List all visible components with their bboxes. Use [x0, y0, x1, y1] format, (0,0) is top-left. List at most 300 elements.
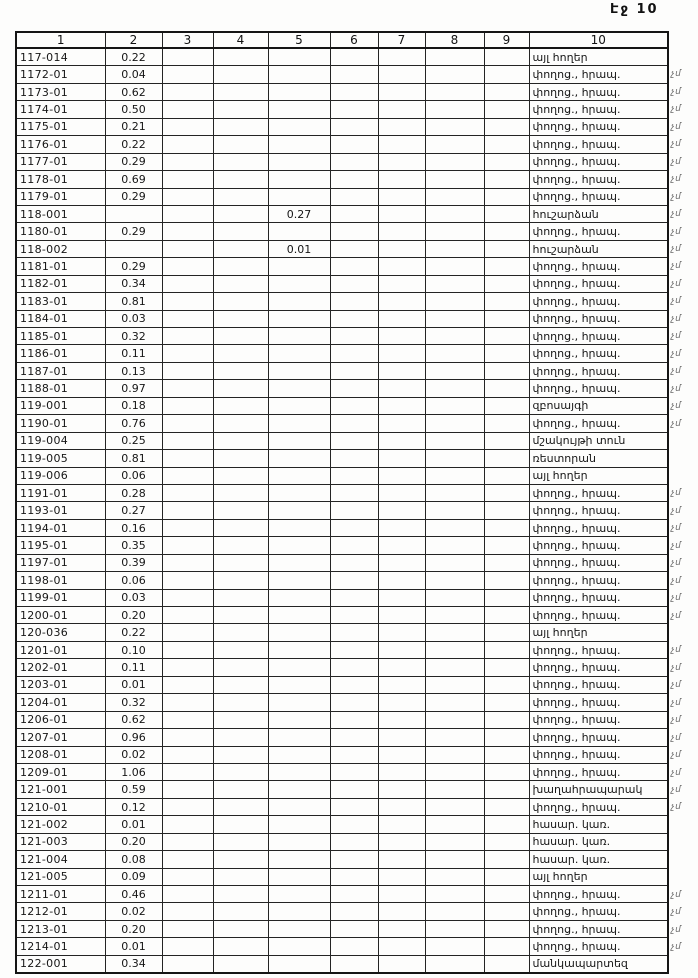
value-cell — [213, 362, 268, 379]
value-cell — [162, 362, 213, 379]
margin-note: չմ — [671, 348, 682, 359]
value-cell — [330, 711, 378, 728]
value-cell — [268, 572, 330, 589]
value-cell — [330, 746, 378, 763]
parcel-id-cell: 1180-01 — [16, 223, 105, 240]
value-cell — [425, 676, 484, 693]
value-cell — [268, 362, 330, 379]
land-use-cell: փողոց., հրապ. — [529, 502, 668, 519]
value-cell — [425, 572, 484, 589]
table-row — [16, 659, 668, 676]
value-cell — [425, 519, 484, 536]
value-cell — [213, 519, 268, 536]
value-cell — [213, 171, 268, 188]
value-cell — [330, 415, 378, 432]
parcel-id-cell: 121-004 — [16, 851, 105, 868]
value-cell — [162, 676, 213, 693]
table-row — [16, 676, 668, 693]
margin-note: չմ — [671, 156, 682, 167]
value-cell — [268, 171, 330, 188]
parcel-id-cell: 1214-01 — [16, 938, 105, 955]
table-row — [16, 118, 668, 135]
land-use-cell: փողոց., հրապ. — [529, 676, 668, 693]
value-cell: 0.25 — [105, 432, 162, 449]
value-cell — [268, 641, 330, 658]
value-cell — [213, 345, 268, 362]
parcel-id-cell: 1190-01 — [16, 415, 105, 432]
value-cell — [268, 537, 330, 554]
margin-note: չմ — [671, 366, 682, 377]
land-use-cell: փողոց., հրապ. — [529, 275, 668, 292]
value-cell — [484, 450, 529, 467]
value-cell — [330, 694, 378, 711]
land-use-cell: փողոց., հրապ. — [529, 223, 668, 240]
parcel-id-cell: 1174-01 — [16, 101, 105, 118]
value-cell — [330, 607, 378, 624]
land-use-cell: փողոց., հրապ. — [529, 938, 668, 955]
value-cell — [213, 66, 268, 83]
value-cell — [425, 484, 484, 501]
value-cell — [268, 519, 330, 536]
value-cell — [162, 729, 213, 746]
margin-note: չմ — [671, 505, 682, 516]
value-cell — [425, 293, 484, 310]
parcel-id-cell: 121-001 — [16, 781, 105, 798]
value-cell — [378, 886, 425, 903]
value-cell — [330, 938, 378, 955]
table-row — [16, 432, 668, 449]
value-cell — [162, 659, 213, 676]
parcel-id-cell: 1208-01 — [16, 746, 105, 763]
value-cell — [330, 380, 378, 397]
column-header: 1 — [16, 32, 105, 48]
margin-note: չմ — [671, 86, 682, 97]
value-cell — [162, 781, 213, 798]
value-cell — [425, 798, 484, 815]
value-cell — [213, 380, 268, 397]
value-cell — [268, 711, 330, 728]
value-cell: 0.62 — [105, 711, 162, 728]
value-cell: 0.09 — [105, 868, 162, 885]
value-cell — [162, 48, 213, 66]
value-cell — [378, 101, 425, 118]
parcel-id-cell: 122-001 — [16, 955, 105, 973]
land-use-cell: փողոց., հրապ. — [529, 328, 668, 345]
value-cell: 0.29 — [105, 258, 162, 275]
value-cell — [213, 607, 268, 624]
parcel-id-cell: 119-001 — [16, 397, 105, 414]
value-cell — [213, 798, 268, 815]
value-cell — [162, 920, 213, 937]
parcel-id-cell: 1179-01 — [16, 188, 105, 205]
value-cell — [378, 694, 425, 711]
value-cell — [484, 362, 529, 379]
value-cell — [268, 450, 330, 467]
value-cell — [425, 380, 484, 397]
value-cell — [268, 66, 330, 83]
value-cell — [425, 729, 484, 746]
table-row — [16, 624, 668, 641]
land-use-cell: փողոց., հրապ. — [529, 798, 668, 815]
value-cell — [378, 450, 425, 467]
margin-note: չմ — [671, 174, 682, 185]
land-use-cell: փողոց., հրապ. — [529, 101, 668, 118]
value-cell — [378, 171, 425, 188]
value-cell — [425, 101, 484, 118]
value-cell — [162, 293, 213, 310]
parcel-id-cell: 1184-01 — [16, 310, 105, 327]
parcel-id-cell: 1197-01 — [16, 554, 105, 571]
parcel-id-cell: 119-004 — [16, 432, 105, 449]
value-cell — [484, 258, 529, 275]
value-cell — [162, 258, 213, 275]
value-cell — [425, 607, 484, 624]
parcel-id-cell: 1206-01 — [16, 711, 105, 728]
parcel-id-cell: 1201-01 — [16, 641, 105, 658]
value-cell — [484, 171, 529, 188]
value-cell — [213, 293, 268, 310]
value-cell — [330, 328, 378, 345]
parcel-id-cell: 1199-01 — [16, 589, 105, 606]
land-use-cell: փողոց., հրապ. — [529, 136, 668, 153]
value-cell — [484, 310, 529, 327]
value-cell — [330, 502, 378, 519]
margin-note: չմ — [671, 69, 682, 80]
value-cell — [162, 223, 213, 240]
value-cell — [268, 955, 330, 973]
value-cell — [330, 432, 378, 449]
table-row — [16, 467, 668, 484]
margin-note: չմ — [671, 191, 682, 202]
value-cell — [425, 659, 484, 676]
value-cell — [162, 136, 213, 153]
value-cell — [484, 223, 529, 240]
value-cell — [425, 833, 484, 850]
land-use-cell: փողոց., հրապ. — [529, 903, 668, 920]
page-number-label: Էջ 10 — [610, 2, 659, 17]
land-use-cell: փողոց., հրապ. — [529, 746, 668, 763]
value-cell — [330, 205, 378, 222]
value-cell — [484, 118, 529, 135]
value-cell — [162, 188, 213, 205]
land-use-cell: փողոց., հրապ. — [529, 554, 668, 571]
column-header: 9 — [484, 32, 529, 48]
value-cell — [213, 153, 268, 170]
value-cell: 0.29 — [105, 188, 162, 205]
table-row — [16, 886, 668, 903]
value-cell — [484, 729, 529, 746]
value-cell — [378, 833, 425, 850]
value-cell — [268, 607, 330, 624]
margin-note: չմ — [671, 593, 682, 604]
value-cell — [378, 293, 425, 310]
value-cell — [162, 519, 213, 536]
value-cell — [425, 188, 484, 205]
value-cell — [484, 240, 529, 257]
value-cell — [425, 851, 484, 868]
land-use-cell: այլ հողեր — [529, 868, 668, 885]
value-cell — [378, 729, 425, 746]
value-cell — [330, 136, 378, 153]
value-cell — [330, 816, 378, 833]
land-use-cell: փողոց., հրապ. — [529, 607, 668, 624]
value-cell — [162, 66, 213, 83]
land-use-cell: փողոց., հրապ. — [529, 66, 668, 83]
value-cell — [268, 48, 330, 66]
parcel-id-cell: 1177-01 — [16, 153, 105, 170]
value-cell — [378, 310, 425, 327]
table-row — [16, 205, 668, 222]
value-cell — [330, 171, 378, 188]
value-cell — [330, 275, 378, 292]
value-cell — [162, 537, 213, 554]
value-cell — [425, 641, 484, 658]
value-cell — [213, 484, 268, 501]
value-cell — [213, 886, 268, 903]
value-cell: 0.29 — [105, 223, 162, 240]
value-cell — [162, 380, 213, 397]
value-cell — [378, 467, 425, 484]
column-header: 6 — [330, 32, 378, 48]
value-cell — [425, 153, 484, 170]
value-cell — [268, 589, 330, 606]
column-header: 5 — [268, 32, 330, 48]
table-row — [16, 136, 668, 153]
value-cell — [425, 624, 484, 641]
value-cell: 0.01 — [105, 816, 162, 833]
parcel-id-cell: 119-006 — [16, 467, 105, 484]
value-cell — [425, 171, 484, 188]
value-cell: 0.06 — [105, 572, 162, 589]
value-cell — [162, 484, 213, 501]
table-row — [16, 502, 668, 519]
table-row — [16, 328, 668, 345]
value-cell — [484, 415, 529, 432]
margin-note: չմ — [671, 697, 682, 708]
value-cell — [213, 258, 268, 275]
value-cell — [330, 153, 378, 170]
value-cell — [213, 397, 268, 414]
value-cell — [484, 397, 529, 414]
value-cell — [378, 868, 425, 885]
value-cell — [484, 101, 529, 118]
value-cell — [162, 467, 213, 484]
value-cell — [162, 450, 213, 467]
value-cell — [378, 798, 425, 815]
value-cell — [213, 781, 268, 798]
value-cell: 0.27 — [268, 205, 330, 222]
value-cell — [268, 345, 330, 362]
value-cell: 0.32 — [105, 328, 162, 345]
value-cell: 0.18 — [105, 397, 162, 414]
value-cell — [330, 851, 378, 868]
value-cell — [213, 240, 268, 257]
margin-note: չմ — [671, 139, 682, 150]
value-cell — [378, 641, 425, 658]
value-cell — [162, 502, 213, 519]
value-cell — [378, 118, 425, 135]
value-cell — [425, 432, 484, 449]
value-cell — [484, 816, 529, 833]
value-cell — [378, 188, 425, 205]
value-cell — [268, 153, 330, 170]
value-cell — [484, 624, 529, 641]
value-cell — [484, 607, 529, 624]
land-use-cell: փողոց., հրապ. — [529, 537, 668, 554]
value-cell — [330, 781, 378, 798]
value-cell — [330, 484, 378, 501]
value-cell — [425, 205, 484, 222]
margin-note: չմ — [671, 104, 682, 115]
value-cell — [425, 397, 484, 414]
value-cell — [162, 694, 213, 711]
value-cell — [425, 240, 484, 257]
value-cell — [105, 240, 162, 257]
value-cell — [484, 920, 529, 937]
value-cell — [425, 955, 484, 973]
value-cell — [330, 920, 378, 937]
value-cell — [484, 275, 529, 292]
value-cell: 0.01 — [268, 240, 330, 257]
value-cell — [330, 345, 378, 362]
value-cell — [484, 903, 529, 920]
value-cell — [268, 886, 330, 903]
value-cell — [213, 328, 268, 345]
margin-note: չմ — [671, 243, 682, 254]
value-cell — [378, 763, 425, 780]
value-cell — [162, 763, 213, 780]
value-cell — [268, 763, 330, 780]
value-cell — [330, 83, 378, 100]
margin-note: չմ — [671, 296, 682, 307]
parcel-id-cell: 1175-01 — [16, 118, 105, 135]
land-use-cell: հուշարձան — [529, 205, 668, 222]
value-cell — [162, 153, 213, 170]
value-cell — [425, 136, 484, 153]
value-cell: 0.06 — [105, 467, 162, 484]
value-cell — [330, 955, 378, 973]
value-cell — [378, 205, 425, 222]
value-cell — [378, 240, 425, 257]
value-cell — [213, 746, 268, 763]
land-use-cell: փողոց., հրապ. — [529, 641, 668, 658]
value-cell — [213, 188, 268, 205]
table-row — [16, 938, 668, 955]
value-cell — [484, 589, 529, 606]
value-cell — [213, 223, 268, 240]
land-use-cell: այլ հողեր — [529, 48, 668, 66]
value-cell — [425, 886, 484, 903]
value-cell — [268, 83, 330, 100]
value-cell — [330, 572, 378, 589]
value-cell — [268, 415, 330, 432]
value-cell — [484, 188, 529, 205]
value-cell: 0.34 — [105, 955, 162, 973]
value-cell — [213, 48, 268, 66]
margin-note: չմ — [671, 785, 682, 796]
value-cell — [268, 729, 330, 746]
value-cell — [268, 868, 330, 885]
value-cell: 0.76 — [105, 415, 162, 432]
value-cell — [213, 554, 268, 571]
value-cell — [213, 572, 268, 589]
value-cell — [330, 589, 378, 606]
margin-note: չմ — [671, 750, 682, 761]
parcel-id-cell: 1187-01 — [16, 362, 105, 379]
value-cell: 0.32 — [105, 694, 162, 711]
column-header: 3 — [162, 32, 213, 48]
table-row — [16, 310, 668, 327]
value-cell — [484, 153, 529, 170]
value-cell: 0.12 — [105, 798, 162, 815]
value-cell — [268, 467, 330, 484]
parcel-id-cell: 1193-01 — [16, 502, 105, 519]
land-use-cell: փողոց., հրապ. — [529, 310, 668, 327]
table-row — [16, 851, 668, 868]
value-cell — [484, 711, 529, 728]
value-cell — [425, 938, 484, 955]
value-cell — [425, 816, 484, 833]
value-cell — [162, 938, 213, 955]
value-cell — [378, 83, 425, 100]
value-cell — [425, 711, 484, 728]
margin-note: չմ — [671, 680, 682, 691]
value-cell — [268, 258, 330, 275]
land-use-cell: հասար. կառ. — [529, 851, 668, 868]
value-cell — [268, 118, 330, 135]
value-cell — [268, 432, 330, 449]
value-cell — [162, 310, 213, 327]
value-cell — [378, 432, 425, 449]
value-cell — [425, 746, 484, 763]
value-cell — [484, 136, 529, 153]
value-cell — [330, 118, 378, 135]
value-cell: 0.81 — [105, 293, 162, 310]
parcel-id-cell: 1181-01 — [16, 258, 105, 275]
margin-note: չմ — [671, 767, 682, 778]
value-cell — [213, 938, 268, 955]
value-cell — [268, 920, 330, 937]
value-cell — [425, 502, 484, 519]
land-use-cell: ռեստորան — [529, 450, 668, 467]
value-cell — [425, 589, 484, 606]
value-cell — [213, 118, 268, 135]
land-use-cell: փողոց., հրապ. — [529, 362, 668, 379]
table-row — [16, 345, 668, 362]
table-row — [16, 537, 668, 554]
margin-note: չմ — [671, 401, 682, 412]
table-row — [16, 66, 668, 83]
table-row — [16, 450, 668, 467]
value-cell — [378, 362, 425, 379]
value-cell: 0.21 — [105, 118, 162, 135]
margin-note: չմ — [671, 715, 682, 726]
margin-note: չմ — [671, 523, 682, 534]
value-cell — [268, 694, 330, 711]
value-cell — [484, 676, 529, 693]
parcel-id-cell: 1182-01 — [16, 275, 105, 292]
value-cell: 0.03 — [105, 310, 162, 327]
value-cell — [378, 572, 425, 589]
value-cell — [425, 328, 484, 345]
parcel-id-cell: 1173-01 — [16, 83, 105, 100]
column-header: 4 — [213, 32, 268, 48]
value-cell: 0.20 — [105, 833, 162, 850]
value-cell — [484, 467, 529, 484]
land-use-cell: խաղահրապարակ — [529, 781, 668, 798]
land-use-cell: փողոց., հրապ. — [529, 293, 668, 310]
table-row — [16, 48, 668, 66]
